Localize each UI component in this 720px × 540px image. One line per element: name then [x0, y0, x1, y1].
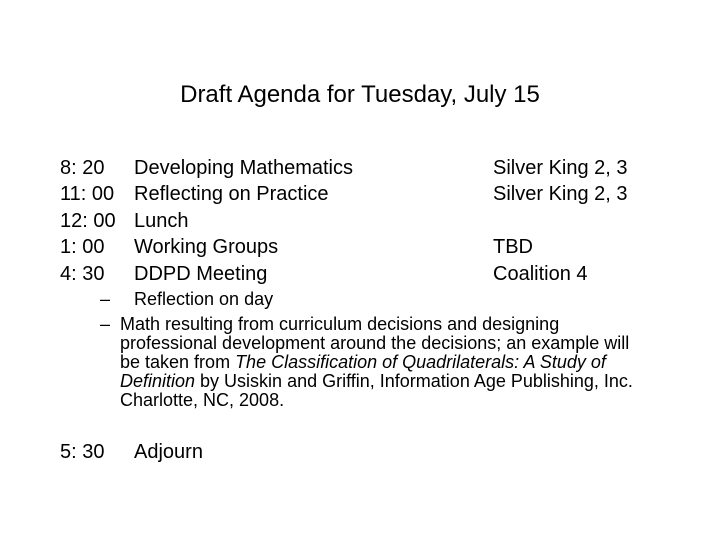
- page-title: Draft Agenda for Tuesday, July 15: [180, 81, 540, 108]
- agenda-time: 11: 00: [60, 183, 115, 205]
- description-text-end: by Usiskin and Griffin, Information Age Publishing, Inc. Charlotte, NC, 2008.: [120, 371, 633, 410]
- sub-bullet-dash: –: [100, 314, 111, 334]
- agenda-time: 1: 00: [60, 236, 105, 258]
- sub-bullet-dash: –: [100, 289, 111, 309]
- agenda-location: Coalition 4: [493, 263, 588, 285]
- agenda-time: 4: 30: [60, 263, 105, 285]
- closing-item: Adjourn: [134, 441, 203, 463]
- agenda-location: Silver King 2, 3: [493, 183, 628, 205]
- agenda-item: Developing Mathematics: [134, 157, 353, 179]
- description-text: Math resulting from curriculum decisions and designing professional development around the decisions; an example will be taken from: [120, 314, 630, 372]
- sub-item-math-description: [120, 315, 650, 410]
- agenda-location: Silver King 2, 3: [493, 157, 628, 179]
- agenda-item: Reflecting on Practice: [134, 183, 329, 205]
- agenda-item: Working Groups: [134, 236, 279, 258]
- agenda-item: Lunch: [134, 210, 189, 232]
- sub-item-reflection: Reflection on day: [134, 289, 274, 309]
- agenda-time: 8: 20: [60, 157, 105, 179]
- agenda-item: DDPD Meeting: [134, 263, 268, 285]
- agenda-time: 12: 00: [60, 210, 116, 232]
- agenda-location: TBD: [493, 236, 533, 258]
- book-title: The Classification of Quadrilaterals: A Study of Definition: [120, 352, 606, 391]
- closing-time: 5: 30: [60, 441, 105, 463]
